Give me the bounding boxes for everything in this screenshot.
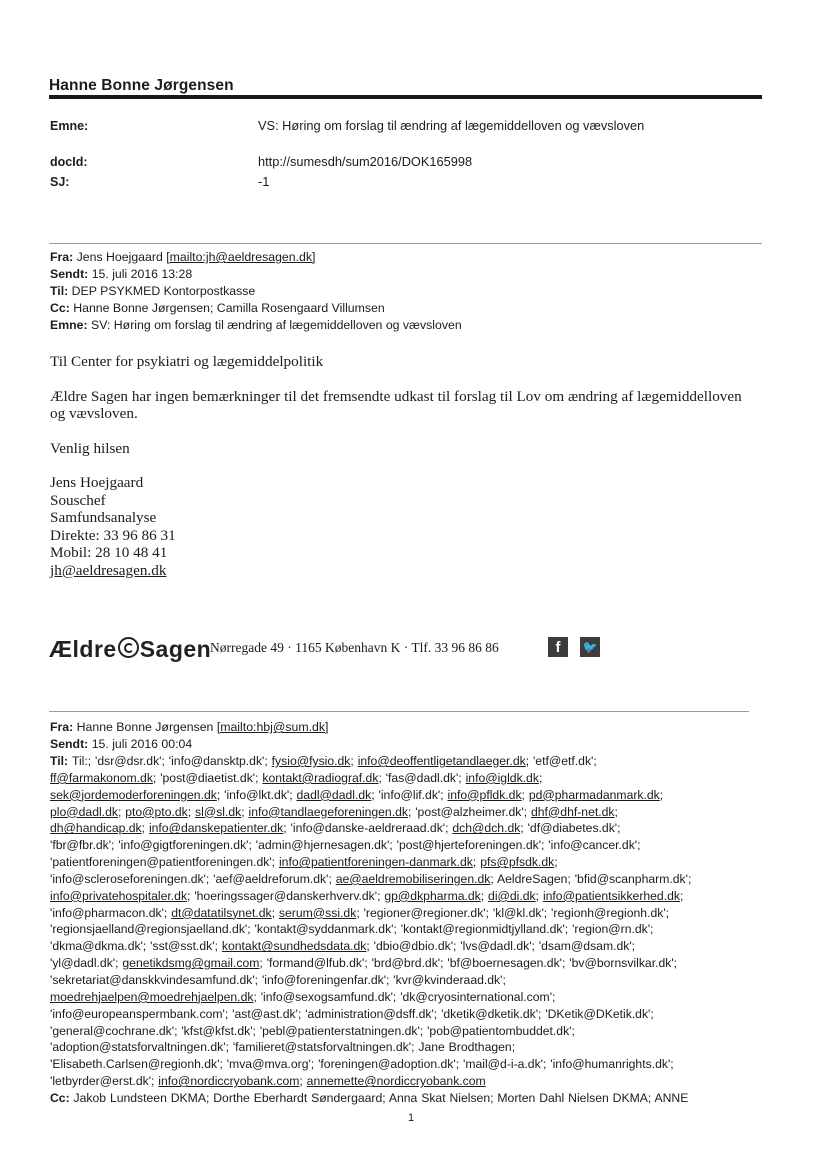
docid-label: docId: [50, 155, 88, 169]
recipient-text: ; [141, 821, 149, 836]
recipient-email-link[interactable]: kontakt@radiograf.dk [262, 770, 379, 785]
email1-subject-line [50, 317, 462, 334]
recipient-text: 'letbyrder@erst.dk'; [50, 1074, 159, 1089]
recipient-line [50, 1039, 770, 1056]
recipient-line [50, 854, 770, 871]
email1-separator [49, 243, 762, 244]
recipient-text: 'Elisabeth.Carlsen@regionh.dk'; 'mva@mva.org'; 'foreningen@adoption.dk'; 'mail@d-i-a.dk'; 'info@humanrights.dk'; [50, 1057, 674, 1072]
email1-sent-value: 15. juli 2016 13:28 [91, 267, 193, 281]
recipient-text: 'info@pharmacon.dk'; [50, 905, 172, 920]
recipient-email-link[interactable]: serum@ssi.dk [278, 905, 357, 920]
email2-cc-line [50, 1090, 770, 1107]
recipient-text: 'info@europeanspermbank.com'; 'ast@ast.dk'; 'administration@dsff.dk'; 'dketik@dketik.dk'; 'DKetik@DKetik.dk'; [50, 1006, 654, 1021]
email1-to-line [50, 283, 462, 300]
email1-to-value: DEP PSYKMED Kontorpostkasse [71, 284, 256, 298]
recipient-email-link[interactable]: dch@dch.dk [452, 821, 521, 836]
recipient-line [50, 1073, 770, 1090]
email2-separator [49, 711, 749, 712]
recipient-line [50, 938, 770, 955]
email2-to-list [50, 753, 770, 1090]
recipient-text: ; 'info@sexogsamfund.dk'; 'dk@cryosinternational.com'; [253, 989, 556, 1004]
recipient-text: 'info@scleroseforeningen.dk'; 'aef@aeldreforum.dk'; [50, 871, 336, 886]
recipient-email-link[interactable]: info@danskepatienter.dk [148, 821, 284, 836]
recipient-line [50, 955, 770, 972]
header-rule [49, 95, 762, 99]
recipient-line [50, 804, 770, 821]
sj-value: -1 [258, 174, 270, 189]
recipient-text: 'adoption@statsforvaltningen.dk'; 'familieret@statsforvaltningen.dk'; Jane Brodthagen; [50, 1040, 516, 1055]
recipient-text: 'fbr@fbr.dk'; 'info@gigtforeningen.dk'; 'admin@hjernesagen.dk'; 'post@hjerteforeningen.dk'; 'info@cancer.dk'; [50, 838, 641, 853]
recipient-email-link[interactable]: info@deoffentligetandlaeger.dk [357, 754, 526, 768]
recipient-line [50, 905, 770, 922]
recipient-text: ; 'df@diabetes.dk'; [520, 821, 621, 836]
recipient-text: ; 'formand@lfub.dk'; 'brd@brd.dk'; 'bf@boernesagen.dk'; 'bv@bornsvilkar.dk'; [259, 956, 678, 971]
recipient-line [50, 1023, 770, 1040]
recipient-line [50, 837, 770, 854]
recipient-email-link[interactable]: dt@datatilsynet.dk [171, 905, 272, 920]
email2-cc-label: Cc: [50, 1090, 70, 1105]
recipient-line [50, 1006, 770, 1023]
recipient-email-link[interactable]: info@patientforeningen-danmark.dk [278, 855, 473, 870]
signature-name: Jens Hoejgaard [50, 474, 144, 491]
page-number: 1 [408, 1112, 415, 1124]
recipient-text: ; [187, 804, 196, 819]
recipient-line [50, 871, 770, 888]
recipient-text: ; [538, 770, 543, 785]
recipient-text: ; 'fas@dadl.dk'; [378, 770, 466, 785]
recipient-text: ; [472, 855, 481, 870]
recipient-email-link[interactable]: kontakt@sundhedsdata.dk [221, 939, 367, 954]
recipient-email-link[interactable]: plo@dadl.dk [50, 804, 118, 819]
recipient-email-link[interactable]: moedrehjaelpen@moedrehjaelpen.dk [50, 989, 254, 1004]
signature-direct-phone: Direkte: 33 96 86 31 [50, 526, 176, 544]
email1-greeting: Til Center for psykiatri og lægemiddelpolitik [50, 353, 324, 370]
document-owner-name: Hanne Bonne Jørgensen [49, 77, 234, 94]
recipient-text: ; [350, 754, 358, 768]
sj-label: SJ: [50, 175, 70, 189]
recipient-email-link[interactable]: dadl@dadl.dk [296, 787, 372, 802]
email1-message: Ældre Sagen har ingen bemærkninger til det fremsendte udkast til forslag til Lov om ændring af lægemiddelloven og vævsloven. [50, 387, 742, 422]
recipient-email-link[interactable]: ff@farmakonom.dk [50, 770, 153, 785]
recipient-text: ; [480, 888, 489, 903]
recipient-line [50, 753, 770, 770]
recipient-line [50, 888, 770, 905]
signature-department: Samfundsanalyse [50, 509, 157, 526]
recipient-line [50, 770, 770, 787]
recipient-text: ; [271, 905, 279, 920]
recipient-text: 'general@cochrane.dk'; 'kfst@kfst.dk'; 'pebl@patienterstatningen.dk'; 'pob@patientombuddet.dk'; [50, 1023, 575, 1038]
recipient-text: ; [117, 804, 126, 819]
emne-value: VS: Høring om forslag til ændring af lægemiddelloven og vævsloven [258, 118, 645, 133]
email2-from-name: Hanne Bonne Jørgensen [76, 720, 214, 734]
recipient-text: ; 'info@danske-aeldreraad.dk'; [283, 821, 453, 836]
email1-from-label: Fra: [50, 250, 74, 264]
recipient-email-link[interactable]: info@igldk.dk [465, 770, 539, 785]
email1-sent-label: Sendt: [50, 267, 89, 281]
recipient-email-link[interactable]: sl@sl.dk [195, 804, 242, 819]
email1-signature [50, 474, 750, 579]
email2-sent-line [50, 736, 328, 753]
recipient-text: ; [679, 888, 684, 903]
recipient-line [50, 787, 770, 804]
logo-text-right: Sagen [139, 636, 212, 662]
recipient-line [50, 1056, 770, 1073]
recipient-email-link[interactable]: pfs@pfsdk.dk [480, 855, 555, 870]
recipient-text: 'sekretariat@danskkvindesamfund.dk'; 'info@foreningenfar.dk'; 'kvr@kvinderaad.dk'; [50, 972, 506, 987]
recipient-email-link[interactable]: info@pfldk.dk [447, 787, 522, 802]
recipient-text: ; [521, 787, 529, 802]
recipient-text: 'dkma@dkma.dk'; 'sst@sst.dk'; [50, 939, 222, 954]
email1-cc-line [50, 300, 462, 317]
recipient-text: ; 'post@diaetist.dk'; [152, 770, 263, 785]
recipient-email-link[interactable]: sek@jordemoderforeningen.dk [50, 787, 217, 802]
email1-header [50, 249, 462, 334]
recipient-line [50, 921, 770, 938]
recipient-email-link[interactable]: dh@handicap.dk [50, 821, 142, 836]
recipient-line [50, 820, 770, 837]
email1-from-name: Jens Hoejgaard [76, 250, 163, 264]
recipient-email-link[interactable]: info@nordiccryobank.com [158, 1074, 300, 1089]
recipient-line [50, 989, 770, 1006]
recipient-text: ; 'etf@etf.dk'; [525, 754, 597, 768]
email2-recipients [50, 753, 770, 1107]
recipient-email-link[interactable]: info@patientsikkerhed.dk [542, 888, 680, 903]
recipient-email-link[interactable]: di@di.dk [488, 888, 536, 903]
email2-sent-value: 15. juli 2016 00:04 [91, 737, 193, 751]
facebook-icon[interactable]: f [548, 637, 568, 657]
email2-from-mailto-link[interactable]: [mailto:hbj@sum.dk] [216, 720, 329, 734]
recipient-email-link[interactable]: pd@pharmadanmark.dk [528, 787, 660, 802]
recipient-text: ; 'info@lif.dk'; [371, 787, 448, 802]
emne-label: Emne: [50, 119, 89, 133]
email1-body [50, 353, 750, 579]
recipient-email-link[interactable]: pto@pto.dk [125, 804, 188, 819]
recipient-email-link[interactable]: gp@dkpharma.dk [384, 888, 481, 903]
recipient-text: 'patientforeningen@patientforeningen.dk'; [50, 855, 279, 870]
aeldre-sagen-logo [49, 636, 211, 663]
recipient-email-link[interactable]: fysio@fysio.dk [271, 754, 351, 768]
email1-closing: Venlig hilsen [50, 439, 130, 457]
recipient-text: ; [659, 787, 664, 802]
email1-cc-value: Hanne Bonne Jørgensen; Camilla Rosengaard Villumsen [73, 301, 385, 315]
recipient-text: ; [554, 855, 558, 870]
signature-email-link[interactable]: jh@aeldresagen.dk [50, 561, 167, 579]
recipient-email-link[interactable]: dhf@dhf-net.dk [530, 804, 615, 819]
email2-header [50, 719, 328, 753]
recipient-email-link[interactable]: annemette@nordiccryobank.com [306, 1074, 486, 1089]
recipient-text: ; [241, 804, 249, 819]
email1-to-label: Til: [50, 284, 69, 298]
logo-symbol-icon [118, 637, 139, 658]
email2-sent-label: Sendt: [50, 737, 89, 751]
recipient-text: 'yl@dadl.dk'; [50, 956, 123, 971]
recipient-line [50, 972, 770, 989]
recipient-email-link[interactable]: info@tandlaegeforeningen.dk [248, 804, 408, 819]
email1-subject-label: Emne: [50, 318, 88, 332]
recipient-text: 'regionsjaelland@regionsjaelland.dk'; 'kontakt@syddanmark.dk'; 'kontakt@regionmidtjylland.dk'; 'region@rn.dk'; [50, 922, 654, 937]
recipient-email-link[interactable]: info@privatehospitaler.dk [50, 888, 188, 903]
signature-mobile-phone: Mobil: 28 10 48 41 [50, 544, 168, 561]
recipient-text: Til:; 'dsr@dsr.dk'; 'info@dansktp.dk'; [71, 754, 272, 768]
twitter-icon[interactable]: 🐦 [580, 637, 600, 657]
recipient-text: ; [535, 888, 543, 903]
recipient-text: ; 'hoeringssager@danskerhverv.dk'; [187, 888, 385, 903]
email1-sent-line [50, 266, 462, 283]
email2-to-label: Til: [50, 754, 72, 768]
email1-from-line [50, 249, 462, 266]
email2-from-label: Fra: [50, 720, 74, 734]
docid-value: http://sumesdh/sum2016/DOK165998 [258, 154, 473, 169]
recipient-text: ; 'post@alzheimer.dk'; [407, 804, 531, 819]
email2-from-line [50, 719, 328, 736]
logo-text-left: Ældre [49, 636, 117, 662]
signature-title: Souschef [50, 491, 106, 509]
email1-from-mailto-link[interactable]: [mailto:jh@aeldresagen.dk] [166, 250, 316, 264]
recipient-text: ; [614, 804, 618, 819]
recipient-text: ; 'dbio@dbio.dk'; 'lvs@dadl.dk'; 'dsam@dsam.dk'; [366, 939, 636, 954]
email1-cc-label: Cc: [50, 301, 70, 315]
recipient-text: ; [299, 1074, 307, 1089]
recipient-text: ; AeldreSagen; 'bfid@scanpharm.dk'; [490, 871, 692, 886]
email2-cc-value: Jakob Lundsteen DKMA; Dorthe Eberhardt Søndergaard; Anna Skat Nielsen; Morten Dahl Nielsen DKMA; ANNE [73, 1090, 689, 1105]
recipient-text: ; 'info@lkt.dk'; [216, 787, 297, 802]
email1-subject-value: SV: Høring om forslag til ændring af lægemiddelloven og vævsloven [91, 318, 462, 332]
recipient-email-link[interactable]: genetikdsmg@gmail.com [122, 956, 260, 971]
recipient-text: ; 'regioner@regioner.dk'; 'kl@kl.dk'; 'regionh@regionh.dk'; [356, 905, 670, 920]
org-address: Nørregade 49 · 1165 København K · Tlf. 33 96 86 86 [210, 640, 499, 655]
recipient-email-link[interactable]: ae@aeldremobiliseringen.dk [335, 871, 491, 886]
